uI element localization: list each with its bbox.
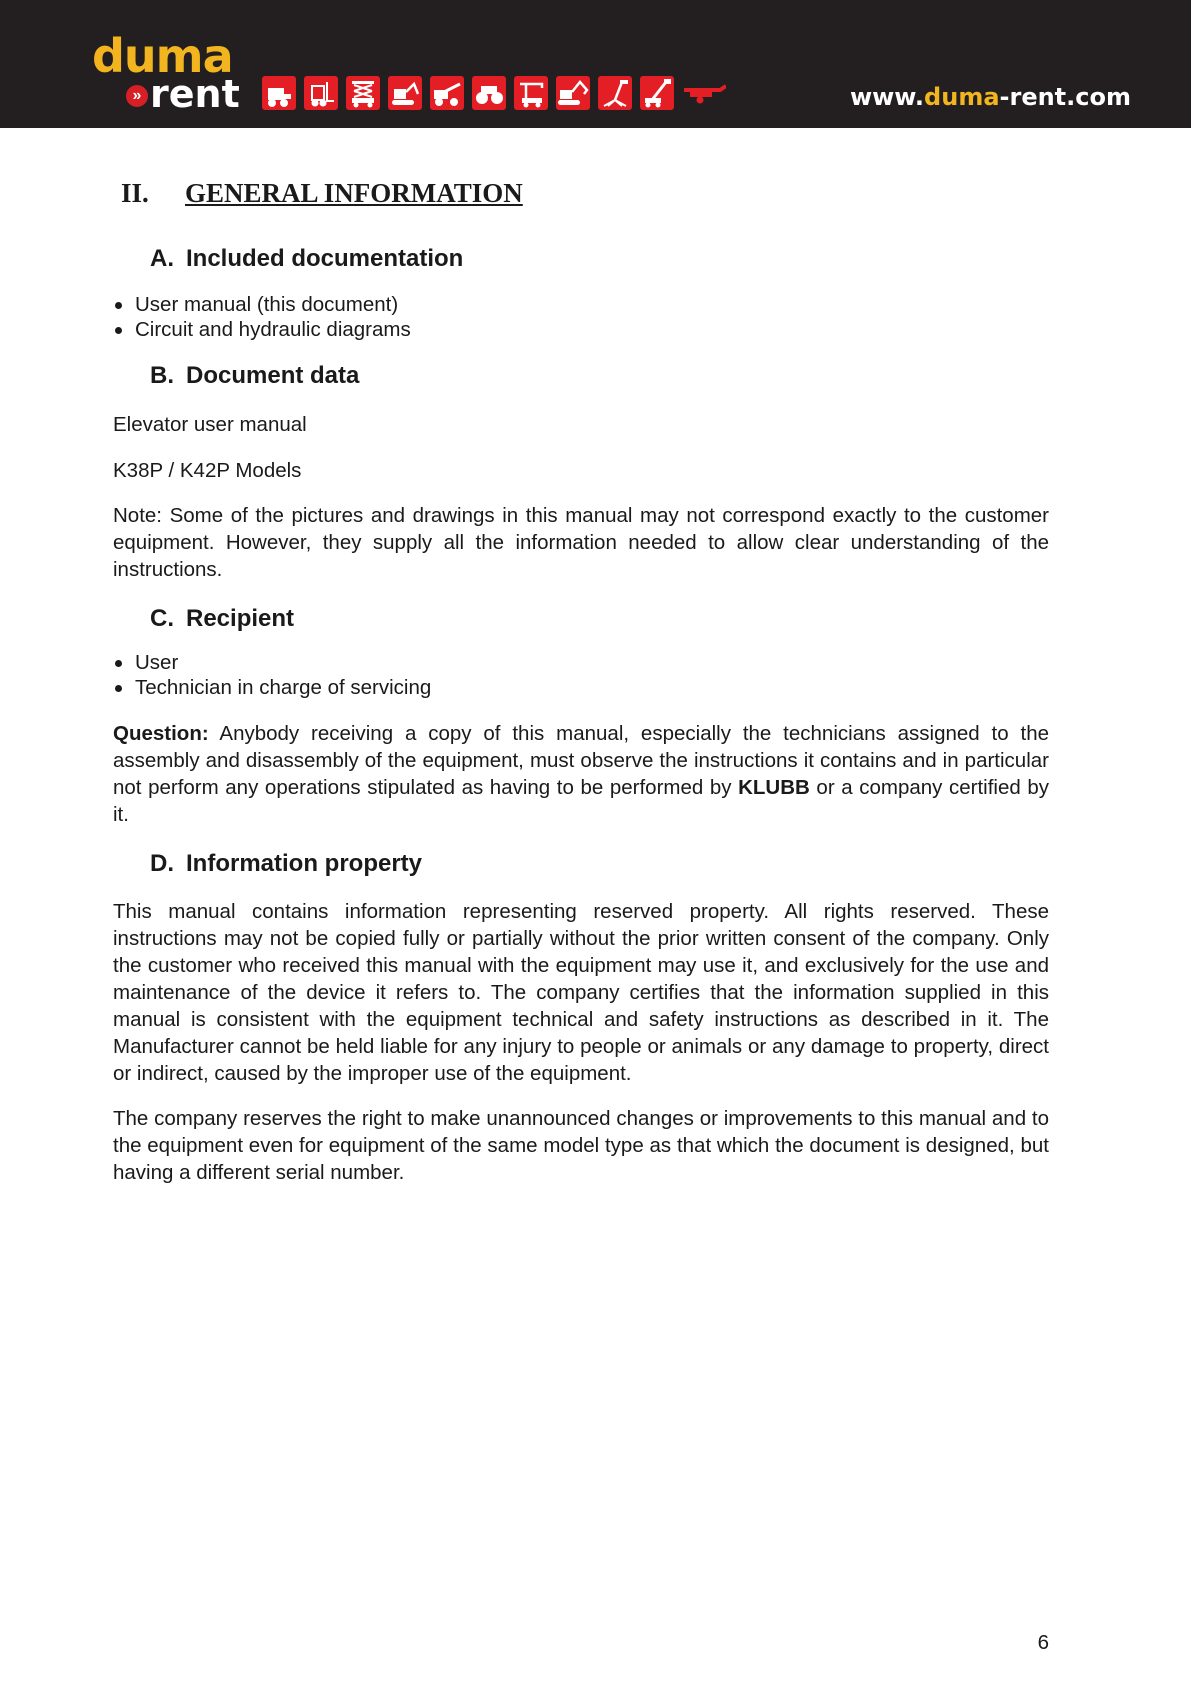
subheading-title: Information property [186, 850, 423, 877]
mini-excavator-icon [388, 76, 422, 110]
subheading-information-property [113, 849, 1049, 879]
page-number: 6 [1037, 1631, 1049, 1654]
list-item: Technician in charge of servicing [113, 675, 1049, 700]
document-models: K38P / K42P Models [113, 459, 302, 482]
question-paragraph [113, 720, 1049, 828]
question-text-start: Anybody receiving a copy of this manual, especially the technicians assigned to the assembly and disassembly of the equipment, must observe the instructions it contains and in particular not perform any operations stipulated as having to be performed by [113, 722, 1049, 799]
subheading-title: Document data [186, 362, 360, 389]
boom-lift-icon [640, 76, 674, 110]
section-heading [113, 176, 1049, 210]
spider-lift-icon [598, 76, 632, 110]
recipient-list [113, 650, 1049, 700]
equipment-icon-strip [262, 76, 734, 110]
property-paragraph-2: The company reserves the right to make unannounced changes or improvements to this manual and to the equipment even for equipment of the same model type as that which the document is designed, but having a different serial number. [113, 1107, 1049, 1184]
list-item: Circuit and hydraulic diagrams [113, 317, 1049, 342]
list-item: User [113, 650, 1049, 675]
subheading-title: Included documentation [186, 245, 464, 272]
section-number: II. [121, 178, 149, 208]
subheading-included-documentation [113, 244, 1049, 274]
logo-rent-text: rent [150, 72, 240, 116]
crane-icon [514, 76, 548, 110]
duma-rent-logo[interactable] [92, 29, 242, 118]
skid-steer-icon [262, 76, 296, 110]
url-highlight: duma [924, 83, 1000, 111]
question-text-end: or a company certified by it. [113, 776, 1049, 826]
property-paragraph-1: This manual contains information representing reserved property. All rights reserved. These instructions may not be copied fully or partially without the prior written consent of the company. Only the customer who received this manual with the equipment may use it, and exclusively for the use and maintenance of the device it refers to. The company certifies that the information supplied in this manual is consistent with the equipment technical and safety instructions as described in it. The Manufacturer cannot be held liable for any injury to people or animals or any damage to property, direct or indirect, caused by the improper use of the equipment. [113, 900, 1049, 1085]
subheading-letter: B. [150, 362, 174, 389]
excavator-icon [556, 76, 590, 110]
website-url[interactable] [850, 80, 1131, 114]
logo-arrow-icon: » [126, 85, 148, 107]
url-prefix: www. [849, 83, 925, 111]
documentation-list [113, 292, 1049, 342]
document-body [113, 176, 1049, 1186]
document-note: Note: Some of the pictures and drawings in this manual may not correspond exactly to the customer equipment. However, they supply all the information needed to allow clear understanding of the instructions. [113, 504, 1049, 581]
url-suffix: -rent.com [999, 83, 1131, 111]
logo-duma-text: duma [92, 29, 233, 83]
scissor-lift-icon [346, 76, 380, 110]
telehandler-icon [430, 76, 464, 110]
list-item: User manual (this document) [113, 292, 1049, 317]
subheading-letter: C. [150, 605, 174, 632]
compactor-icon [472, 76, 506, 110]
subheading-letter: D. [150, 850, 174, 877]
subheading-letter: A. [150, 245, 174, 272]
header-bar [0, 0, 1191, 128]
subheading-document-data [113, 361, 1049, 391]
brand-name: KLUBB [738, 776, 810, 799]
document-type: Elevator user manual [113, 413, 307, 436]
forklift-icon [304, 76, 338, 110]
trailer-platform-icon [682, 76, 726, 110]
section-title: GENERAL INFORMATION [185, 178, 523, 208]
question-label: Question: [113, 722, 209, 745]
subheading-recipient [113, 604, 1049, 634]
subheading-title: Recipient [186, 605, 295, 632]
